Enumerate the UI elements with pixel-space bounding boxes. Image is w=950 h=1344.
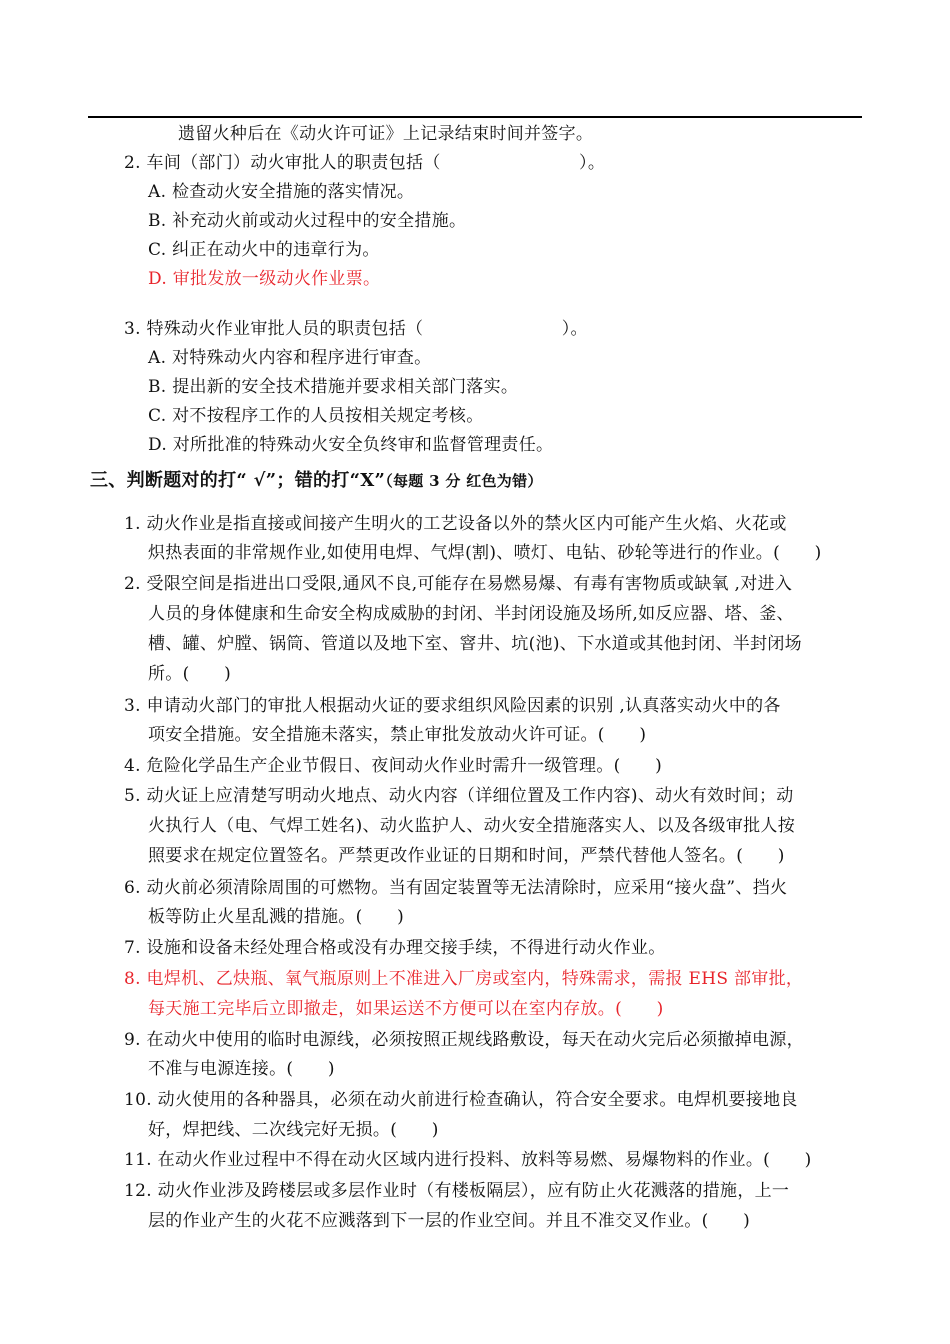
tf-item-6-line-2: 板等防止火星乱溅的措施。( ) bbox=[148, 907, 405, 927]
question-2-option-b: B. 补充动火前或动火过程中的安全措施。 bbox=[148, 211, 467, 231]
tf-item-9-line-2: 不准与电源连接。( ) bbox=[148, 1059, 335, 1079]
section-title-text: 三、判断题对的打“ √”；错的打“X” bbox=[90, 470, 386, 491]
question-2-option-a: A. 检查动火安全措施的落实情况。 bbox=[148, 182, 415, 202]
tf-item-11: 11. 在动火作业过程中不得在动火区域内进行投料、放料等易燃、易爆物料的作业。( ) bbox=[124, 1150, 812, 1170]
tf-item-10-line-1: 10. 动火使用的各种器具，必须在动火前进行检查确认，符合安全要求。电焊机要接地良 bbox=[124, 1090, 798, 1110]
section-title bbox=[90, 470, 543, 492]
tf-item-2-line-3: 槽、罐、炉膛、锅筒、管道以及地下室、窨井、坑(池)、下水道或其他封闭、半封闭场 bbox=[148, 634, 802, 654]
tf-item-8-line-2: 每天施工完毕后立即撤走，如果运送不方便可以在室内存放。( ) bbox=[148, 999, 664, 1019]
tf-item-5-line-1: 5. 动火证上应清楚写明动火地点、动火内容（详细位置及工作内容)、动火有效时间；动 bbox=[124, 786, 794, 806]
tf-item-12-line-2: 层的作业产生的火花不应溅落到下一层的作业空间。并且不准交叉作业。( ) bbox=[148, 1211, 751, 1231]
tf-item-1-line-2: 炽热表面的非常规作业,如使用电焊、气焊(割)、喷灯、电钻、砂轮等进行的作业。( ) bbox=[148, 543, 822, 563]
tf-item-9-line-1: 9. 在动火中使用的临时电源线，必须按照正规线路敷设，每天在动火完后必须撤掉电源， bbox=[124, 1030, 804, 1050]
question-3-option-c: C. 对不按程序工作的人员按相关规定考核。 bbox=[148, 406, 484, 426]
tf-item-6-line-1: 6. 动火前必须清除周围的可燃物。当有固定装置等无法清除时，应采用“接火盘”、挡火 bbox=[124, 878, 788, 898]
question-3-option-d: D. 对所批准的特殊动火安全负终审和监督管理责任。 bbox=[148, 435, 554, 455]
tf-item-12-line-1: 12. 动火作业涉及跨楼层或多层作业时（有楼板隔层），应有防止火花溅落的措施，上一 bbox=[124, 1181, 790, 1201]
tf-item-10-line-2: 好，焊把线、二次线完好无损。( ) bbox=[148, 1120, 439, 1140]
tf-item-2-line-1: 2. 受限空间是指进出口受限,通风不良,可能存在易燃易爆、有毒有害物质或缺氧 ,对进入 bbox=[124, 574, 793, 594]
tf-item-5-line-2: 火执行人（电、气焊工姓名)、动火监护人、动火安全措施落实人、以及各级审批人按 bbox=[148, 816, 796, 836]
header-rule bbox=[88, 116, 862, 118]
question-3-option-b: B. 提出新的安全技术措施并要求相关部门落实。 bbox=[148, 377, 519, 397]
question-2-option-c: C. 纠正在动火中的违章行为。 bbox=[148, 240, 380, 260]
tf-item-2-line-4: 所。( ) bbox=[148, 664, 232, 684]
tf-item-1-line-1: 1. 动火作业是指直接或间接产生明火的工艺设备以外的禁火区内可能产生火焰、火花或 bbox=[124, 514, 787, 534]
mc-carry-line: 遗留火种后在《动火许可证》上记录结束时间并签字。 bbox=[178, 124, 594, 144]
question-2-option-d: D. 审批发放一级动火作业票。 bbox=[148, 269, 381, 289]
tf-item-8-line-1: 8. 电焊机、乙炔瓶、氧气瓶原则上不准进入厂房或室内，特殊需求，需报 EHS 部审批， bbox=[124, 969, 804, 989]
tf-item-4: 4. 危险化学品生产企业节假日、夜间动火作业时需升一级管理。( ) bbox=[124, 756, 663, 776]
tf-item-3-line-2: 项安全措施。安全措施未落实，禁止审批发放动火许可证。( ) bbox=[148, 725, 647, 745]
question-3-stem: 3. 特殊动火作业审批人员的职责包括（ ）。 bbox=[124, 319, 588, 339]
section-title-note: （每题 3 分 红色为错） bbox=[385, 472, 543, 490]
tf-item-3-line-1: 3. 申请动火部门的审批人根据动火证的要求组织风险因素的识别 ,认真落实动火中的各 bbox=[124, 696, 781, 716]
question-2-stem: 2. 车间（部门）动火审批人的职责包括（ ）。 bbox=[124, 153, 606, 173]
question-3-option-a: A. 对特殊动火内容和程序进行审查。 bbox=[148, 348, 432, 368]
tf-item-7: 7. 设施和设备未经处理合格或没有办理交接手续，不得进行动火作业。 bbox=[124, 938, 666, 958]
tf-item-5-line-3: 照要求在规定位置签名。严禁更改作业证的日期和时间，严禁代替他人签名。( ) bbox=[148, 846, 785, 866]
tf-item-2-line-2: 人员的身体健康和生命安全构成威胁的封闭、半封闭设施及场所,如反应器、塔、釜、 bbox=[148, 604, 794, 624]
